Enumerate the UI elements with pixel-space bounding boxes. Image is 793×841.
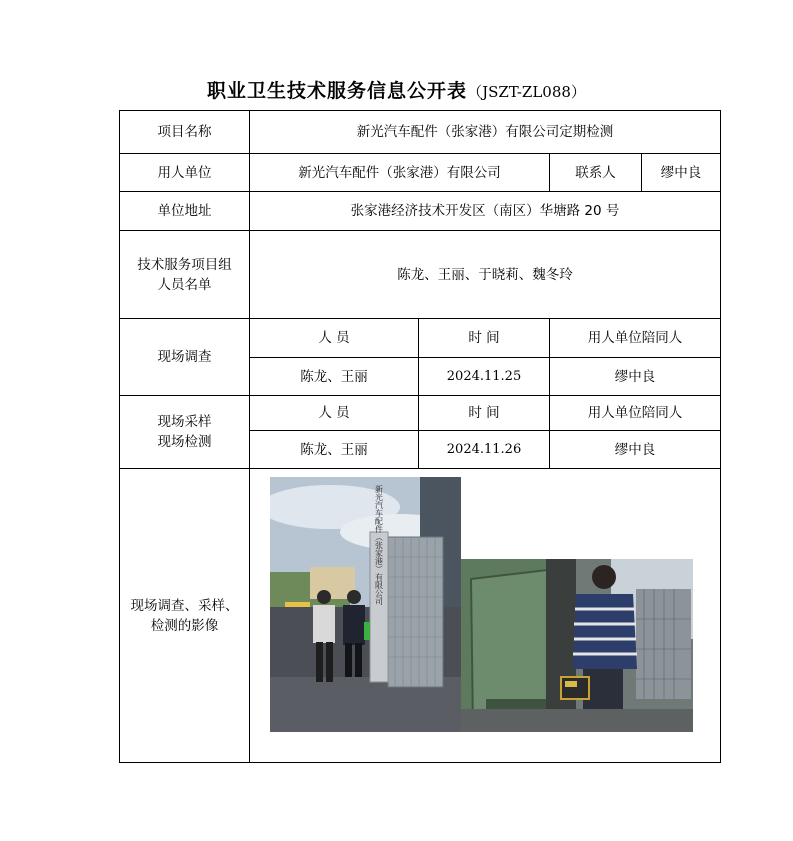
sampling-header-time: 时 间 <box>419 396 550 431</box>
form-code: （JSZT-ZL088） <box>467 83 586 101</box>
sampling-label-line1: 现场采样 <box>157 414 212 430</box>
sampling-label-line2: 现场检测 <box>157 434 212 450</box>
workshop-photo <box>461 559 693 732</box>
survey-escort: 缪中良 <box>550 358 721 396</box>
team-value: 陈龙、王丽、于晓莉、魏冬玲 <box>250 231 721 319</box>
images-cell <box>250 469 721 763</box>
survey-time: 2024.11.25 <box>419 358 550 396</box>
survey-header-people: 人 员 <box>250 319 419 358</box>
survey-header-escort: 用人单位陪同人 <box>550 319 721 358</box>
employer-value: 新光汽车配件（张家港）有限公司 <box>250 154 550 192</box>
sampling-header-people: 人 员 <box>250 396 419 431</box>
info-table <box>119 110 721 763</box>
team-label <box>120 231 250 319</box>
row-project <box>120 111 721 154</box>
row-employer <box>120 154 721 192</box>
address-label: 单位地址 <box>120 192 250 231</box>
team-label-line1: 技术服务项目组 <box>137 256 232 273</box>
project-value: 新光汽车配件（张家港）有限公司定期检测 <box>250 111 721 154</box>
survey-header-time: 时 间 <box>419 319 550 358</box>
project-label: 项目名称 <box>120 111 250 154</box>
gate-sign-text: 新光汽车配件（张家港）有限公司 <box>374 485 384 605</box>
row-sampling-header <box>120 396 721 431</box>
sampling-people: 陈龙、王丽 <box>250 431 419 469</box>
survey-people: 陈龙、王丽 <box>250 358 419 396</box>
team-label-line2: 人员名单 <box>157 276 212 293</box>
site-entrance-photo <box>270 477 461 732</box>
title-text: 职业卫生技术服务信息公开表 <box>207 80 468 102</box>
contact-value: 缪中良 <box>642 154 721 192</box>
sampling-header-escort: 用人单位陪同人 <box>550 396 721 431</box>
survey-label: 现场调查 <box>120 319 250 396</box>
photo-area <box>250 469 720 759</box>
images-label-line1: 现场调查、采样、 <box>130 597 239 614</box>
images-label-line2: 检测的影像 <box>150 617 219 634</box>
row-images <box>120 469 721 763</box>
row-team <box>120 231 721 319</box>
sampling-label <box>120 396 250 469</box>
row-survey-header <box>120 319 721 358</box>
contact-label: 联系人 <box>550 154 642 192</box>
employer-label: 用人单位 <box>120 154 250 192</box>
sampling-escort: 缪中良 <box>550 431 721 469</box>
address-value: 张家港经济技术开发区（南区）华塘路 20 号 <box>250 192 721 231</box>
page-title <box>0 76 793 103</box>
images-label <box>120 469 250 763</box>
row-address <box>120 192 721 231</box>
sampling-time: 2024.11.26 <box>419 431 550 469</box>
